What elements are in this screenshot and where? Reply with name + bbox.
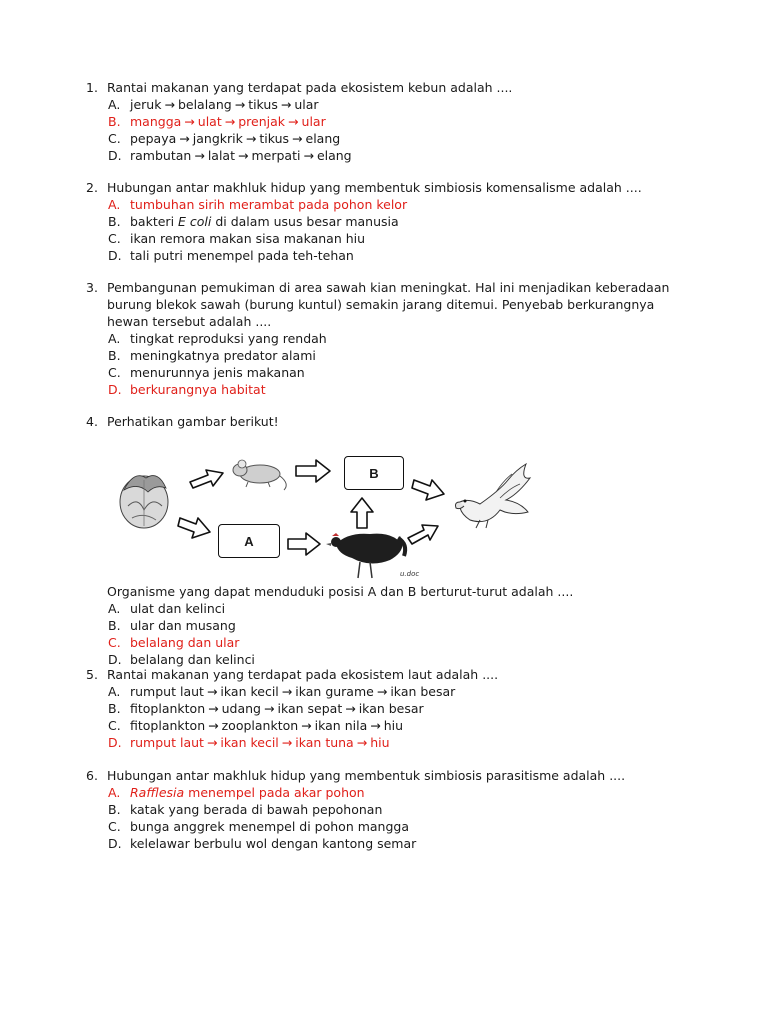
option-a-correct[interactable]: A. tumbuhan sirih merambat pada pohon kelor [108,197,408,212]
question-stem: Rantai makanan yang terdapat pada ekosistem laut adalah .... [107,667,499,682]
arrow-chicken-to-eagle [408,525,438,544]
option-a[interactable]: A. tingkat reproduksi yang rendah [108,331,327,346]
question-text: Organisme yang dapat menduduki posisi A dan B berturut-turut adalah .... [107,584,574,599]
food-chain: mangga → ulat → prenjak → ular [130,114,326,129]
question-2 [86,179,686,264]
question-5 [86,666,686,751]
option-a[interactable]: A. jeruk → belalang → tikus → ular [108,97,319,112]
arrow-cabbage-to-mouse [190,470,223,488]
chicken-image [326,533,405,578]
question-number: 5. [86,667,98,682]
option-a-correct[interactable]: A. Rafflesia menempel pada akar pohon [108,785,365,800]
question-stem-line: hewan tersebut adalah .... [107,314,272,329]
arrow-b-to-eagle [412,480,444,500]
option-d[interactable]: D. tali putri menempel pada teh-tehan [108,248,354,263]
question-number: 4. [86,414,98,429]
question-stem-line: burung blekok sawah (burung kuntul) semakin jarang ditemui. Penyebab berkurangnya [107,297,655,312]
option-b-correct[interactable]: B. mangga → ulat → prenjak → ular [108,114,326,129]
question-number: 6. [86,768,98,783]
option-c[interactable]: C. fitoplankton → zooplankton → ikan nila → hiu [108,718,404,733]
option-c[interactable]: C. pepaya → jangkrik → tikus → elang [108,131,341,146]
option-b[interactable]: B. ular dan musang [108,618,236,633]
question-3 [86,279,686,398]
food-chain: fitoplankton → zooplankton → ikan nila → hiu [130,718,404,733]
question-6 [86,767,686,852]
food-chain: rumput laut → ikan kecil → ikan tuna → hiu [130,735,390,750]
cabbage-image [120,476,168,528]
option-b[interactable]: B. katak yang berada di bawah pepohonan [108,802,383,817]
question-4 [86,413,686,430]
question-stem: Hubungan antar makhluk hidup yang membentuk simbiosis komensalisme adalah .... [107,180,642,195]
question-number: 3. [86,280,98,295]
option-d-correct[interactable]: D. berkurangnya habitat [108,382,266,397]
option-d[interactable]: D. rambutan → lalat → merpati → elang [108,148,352,163]
eagle-image [456,464,531,528]
option-d-correct[interactable]: D. rumput laut → ikan kecil → ikan tuna → hiu [108,735,390,750]
option-c[interactable]: C. ikan remora makan sisa makanan hiu [108,231,366,246]
option-c[interactable]: C. menurunnya jenis makanan [108,365,305,380]
option-c[interactable]: C. bunga anggrek menempel di pohon mangga [108,819,410,834]
mouse-image [233,460,286,490]
option-c-correct[interactable]: C. belalang dan ular [108,635,240,650]
food-chain: jeruk → belalang → tikus → ular [130,97,319,112]
question-stem-line: Pembangunan pemukiman di area sawah kian meningkat. Hal ini menjadikan keberadaan [107,280,670,295]
food-chain: rambutan → lalat → merpati → elang [130,148,352,163]
question-4-options [86,583,686,668]
option-b[interactable]: B. bakteri E coli di dalam usus besar manusia [108,214,399,229]
option-a[interactable]: A. ulat dan kelinci [108,601,226,616]
option-d[interactable]: D. belalang dan kelinci [108,652,255,667]
arrow-mouse-to-b [296,460,330,482]
arrow-a-to-chicken [288,533,320,555]
food-chain: rumput laut → ikan kecil → ikan gurame → ikan besar [130,684,456,699]
option-b[interactable]: B. fitoplankton → udang → ikan sepat → ikan besar [108,701,424,716]
image-credit: u.doc [400,570,420,578]
question-stem: Hubungan antar makhluk hidup yang membentuk simbiosis parasitisme adalah .... [107,768,626,783]
food-chain: pepaya → jangkrik → tikus → elang [130,131,341,146]
question-number: 2. [86,180,98,195]
food-web-diagram [108,440,538,590]
option-b[interactable]: B. meningkatnya predator alami [108,348,316,363]
arrow-chicken-to-b [351,498,373,528]
option-a[interactable]: A. rumput laut → ikan kecil → ikan gurame → ikan besar [108,684,456,699]
question-number: 1. [86,80,98,95]
box-a: A [218,524,280,558]
question-stem: Perhatikan gambar berikut! [107,414,279,429]
question-1 [86,79,686,164]
food-chain: fitoplankton → udang → ikan sepat → ikan besar [130,701,424,716]
arrow-cabbage-to-a [178,518,210,538]
option-d[interactable]: D. kelelawar berbulu wol dengan kantong semar [108,836,417,851]
question-stem: Rantai makanan yang terdapat pada ekosistem kebun adalah .... [107,80,513,95]
box-b: B [344,456,404,490]
